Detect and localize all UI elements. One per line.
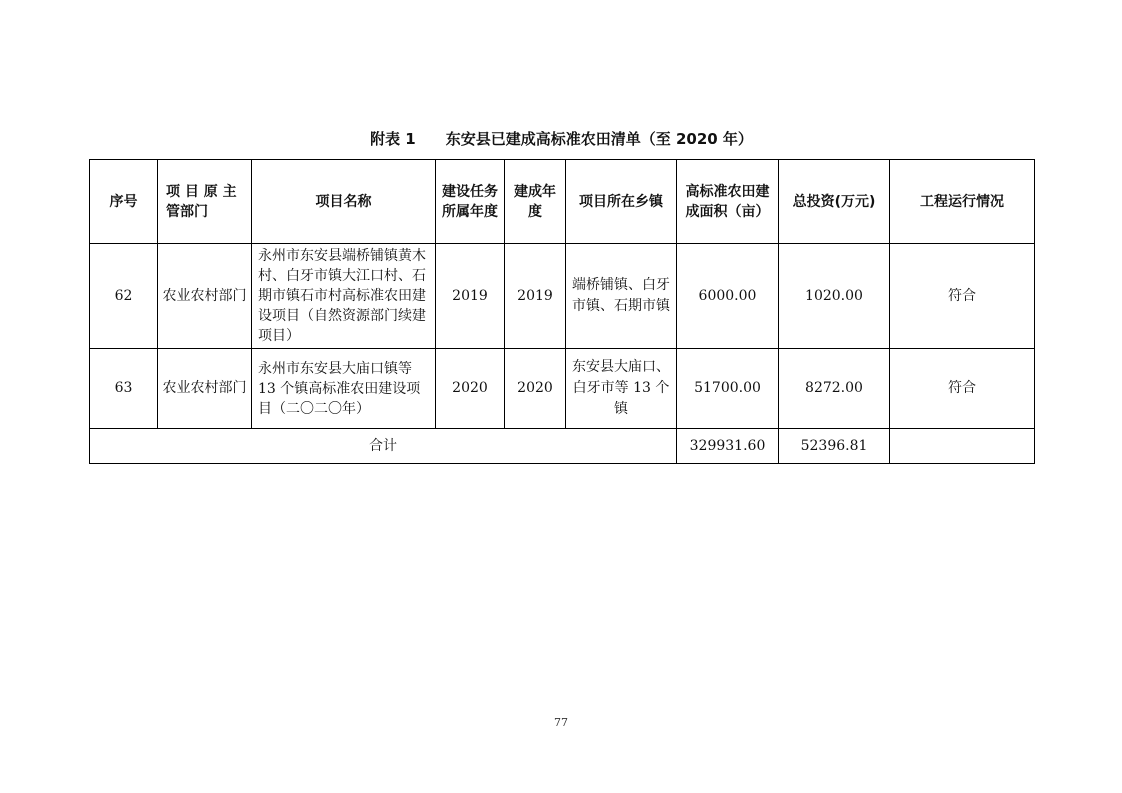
cell-dept: 农业农村部门 <box>158 349 252 429</box>
cell-project-name: 永州市东安县大庙口镇等 13 个镇高标准农田建设项目（二〇二〇年） <box>252 349 436 429</box>
page-number: 77 <box>554 716 568 729</box>
header-town: 项目所在乡镇 <box>566 160 677 244</box>
header-row <box>90 160 1035 244</box>
cell-no: 62 <box>90 244 158 349</box>
cell-built-year: 2019 <box>505 244 566 349</box>
cell-town: 东安县大庙口、白牙市等 13 个镇 <box>566 349 677 429</box>
header-task-year: 建设任务所属年度 <box>436 160 505 244</box>
cell-investment: 8272.00 <box>779 349 890 429</box>
header-investment: 总投资(万元) <box>779 160 890 244</box>
cell-area: 6000.00 <box>677 244 779 349</box>
header-dept: 项 目 原 主 管部门 <box>158 160 252 244</box>
cell-status: 符合 <box>890 349 1035 429</box>
total-status <box>890 429 1035 464</box>
table-row <box>90 349 1035 429</box>
cell-no: 63 <box>90 349 158 429</box>
total-row <box>90 429 1035 464</box>
cell-task-year: 2019 <box>436 244 505 349</box>
total-area: 329931.60 <box>677 429 779 464</box>
farmland-table <box>89 159 1035 464</box>
header-no: 序号 <box>90 160 158 244</box>
cell-status: 符合 <box>890 244 1035 349</box>
cell-town: 端桥铺镇、白牙市镇、石期市镇 <box>566 244 677 349</box>
cell-investment: 1020.00 <box>779 244 890 349</box>
cell-project-name: 永州市东安县端桥铺镇黄木村、白牙市镇大江口村、石期市镇石市村高标准农田建设项目（自然资源部门续建项目） <box>252 244 436 349</box>
table-title: 附表 1 东安县已建成高标准农田清单（至 2020 年） <box>370 130 753 148</box>
total-label: 合计 <box>90 429 677 464</box>
header-area: 高标准农田建成面积（亩） <box>677 160 779 244</box>
cell-dept: 农业农村部门 <box>158 244 252 349</box>
cell-area: 51700.00 <box>677 349 779 429</box>
table-row <box>90 244 1035 349</box>
total-investment: 52396.81 <box>779 429 890 464</box>
cell-task-year: 2020 <box>436 349 505 429</box>
header-status: 工程运行情况 <box>890 160 1035 244</box>
header-built-year: 建成年度 <box>505 160 566 244</box>
header-project-name: 项目名称 <box>252 160 436 244</box>
cell-built-year: 2020 <box>505 349 566 429</box>
